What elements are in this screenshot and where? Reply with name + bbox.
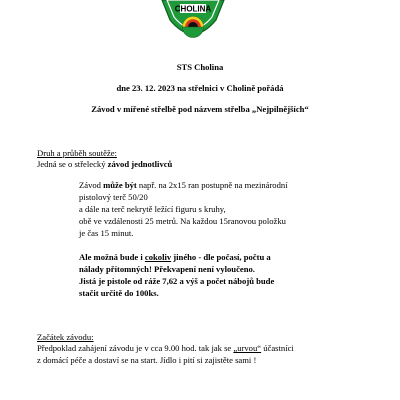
rule-text: Závod — [79, 180, 104, 190]
club-name: STS Cholina — [176, 62, 224, 72]
date-line: dne 23. 12. 2023 na střelnici v Cholině pořádá — [116, 83, 284, 93]
intro-bold: závod jednotlivců — [107, 159, 173, 169]
start-underlined: „urvou“ — [233, 343, 262, 353]
rule-line-5: je čas 15 minut. — [79, 228, 134, 238]
rule-text: např. na 2x15 ran postupně na mezinárodní — [136, 180, 288, 190]
rule-line-4: obě ve vzdálenosti 25 metrů. Na každou 15ranovou položku — [79, 216, 286, 226]
logo-text: CHOLINA — [174, 4, 212, 14]
notice-underlined: cokoliv — [144, 252, 172, 262]
start-line-1 — [37, 343, 294, 354]
start-text: Předpoklad zahájení závodu je v cca 9.00 hod. tak jak se — [37, 343, 234, 353]
notice-line-3: Jistá je pistole od ráže 7,62 a výš a počet nábojů bude — [79, 276, 275, 286]
rule-bold: může být — [103, 180, 137, 190]
start-line-2: z domácí péče a dostaví se na start. Jídlo i pití si zajistěte sami ! — [37, 355, 257, 365]
rule-line-2: pistolový terč 50/20 — [79, 192, 148, 202]
intro-line — [37, 159, 172, 170]
event-line: Závod v mířené střelbě pod názvem střelba „Nejpilnějších“ — [91, 104, 309, 114]
notice-line-1 — [79, 252, 271, 263]
notice-line-2: nálady přítomných! Překvapení není vyloučeno. — [79, 264, 255, 274]
rule-line-3: a dále na terč nekrytě ležící figuru s kruhy, — [79, 204, 226, 214]
rule-line-1 — [79, 180, 288, 191]
notice-line-4: stačit určitě do 100ks. — [79, 288, 159, 298]
intro-text: Jedná se o střelecký — [37, 159, 108, 169]
club-logo — [158, 0, 228, 45]
notice-text: jiného - dle počasí, počtu a — [171, 252, 271, 262]
start-text: účastníci — [261, 343, 294, 353]
section-heading-start: Začátek závodu: — [37, 332, 94, 342]
section-heading-rules: Druh a průběh soutěže: — [37, 148, 117, 158]
notice-text: Ale možná bude i — [79, 252, 145, 262]
